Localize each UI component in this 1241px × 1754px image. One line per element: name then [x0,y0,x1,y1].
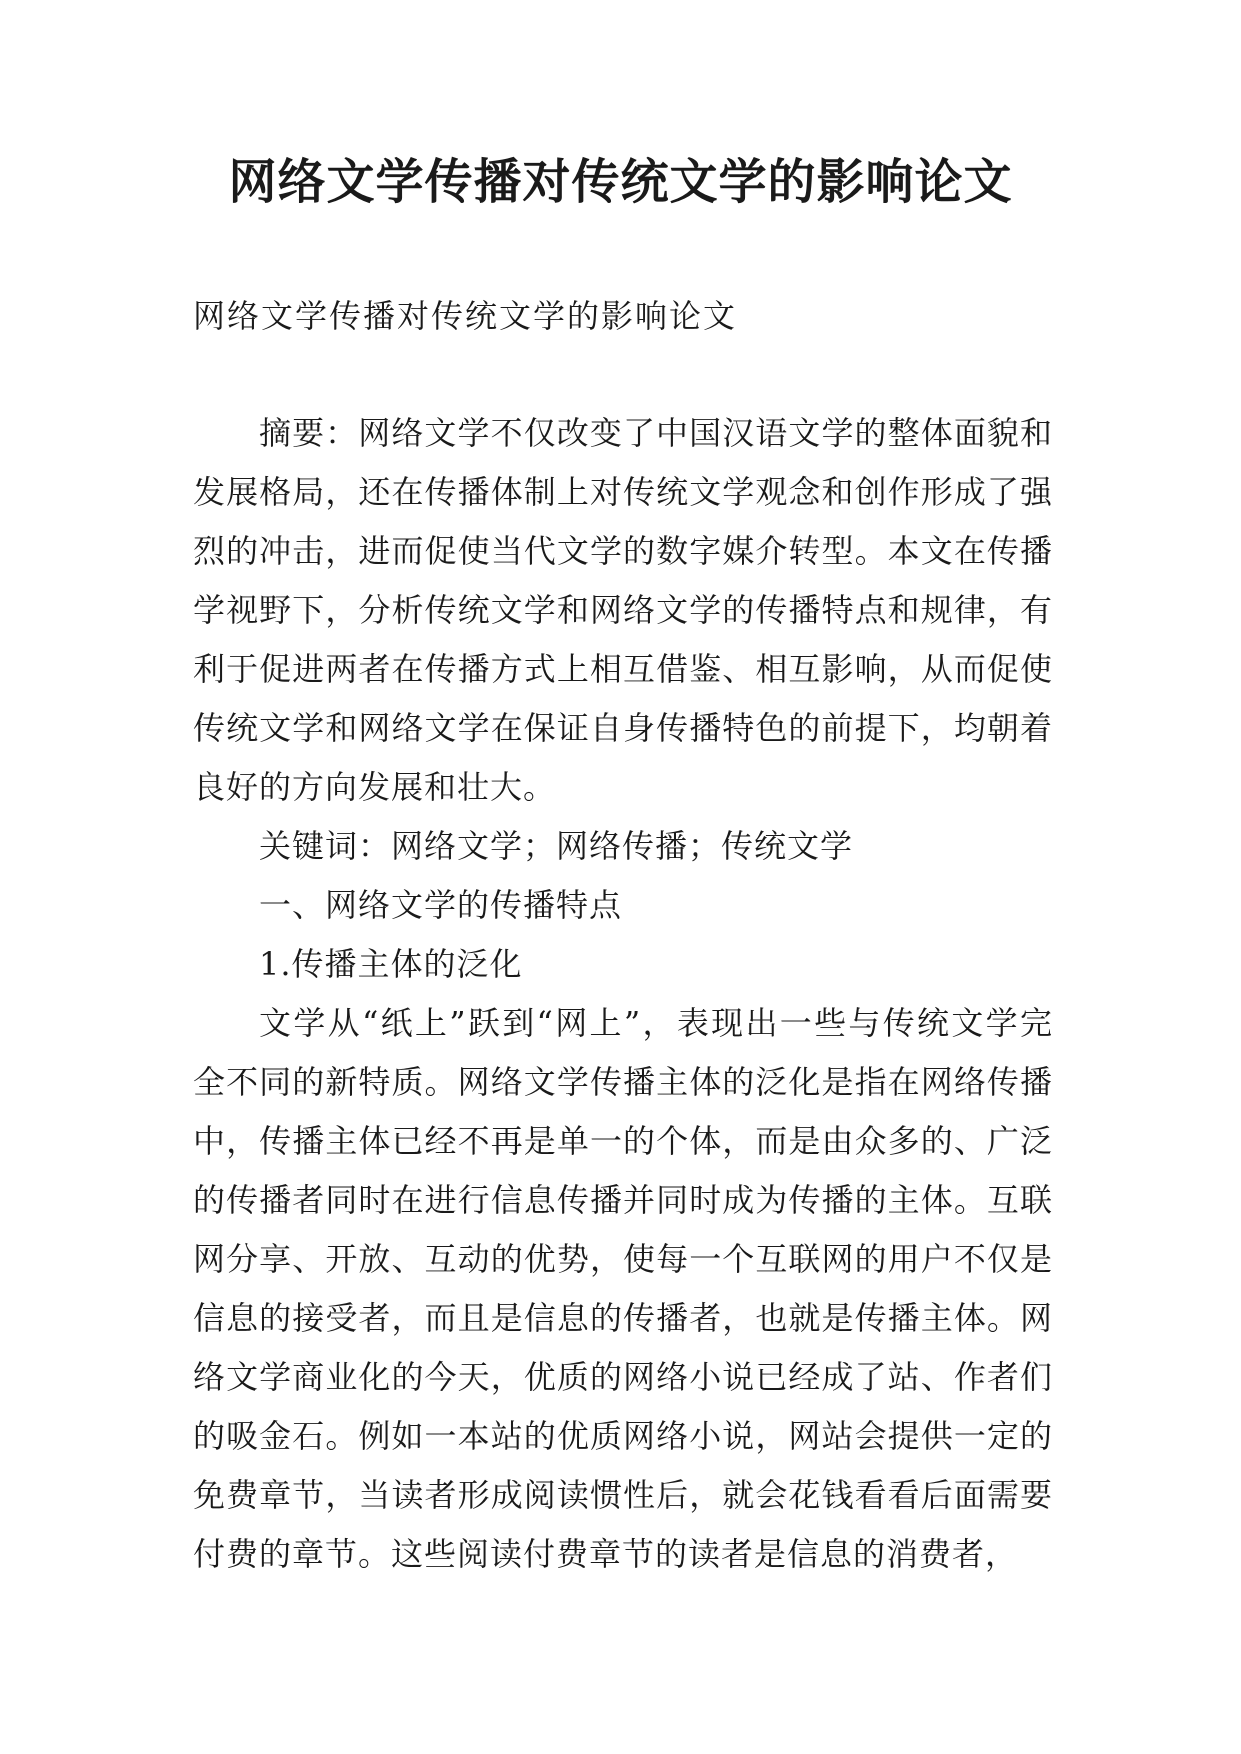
document-body [193,404,1053,1584]
document-title: 网络文学传播对传统文学的影响论文 [228,154,1013,210]
subsection-heading: 1.传播主体的泛化 [259,945,523,983]
keywords-paragraph: 关键词：网络文学；网络传播；传统文学 [259,827,854,865]
section-heading: 一、网络文学的传播特点 [259,886,623,924]
body-paragraph: 文学从“纸上”跃到“网上”，表现出一些与传统文学完全不同的新特质。网络文学传播主体的泛化是指在网络传播中，传播主体已经不再是单一的个体，而是由众多的、广泛的传播者同时在进行信息传播并同时成为传播的主体。互联网分享、开放、互动的优势，使每一个互联网的用户不仅是信息的接受者，而且是信息的传播者，也就是传播主体。网络文学商业化的今天，优质的网络小说已经成了站、作者们的吸金石。例如一本站的优质网络小说，网站会提供一定的免费章节，当读者形成阅读惯性后，就会花钱看看后面需要付费的章节。这些阅读付费章节的读者是信息的消费者， [193,1004,1053,1573]
abstract-paragraph: 摘要：网络文学不仅改变了中国汉语文学的整体面貌和发展格局，还在传播体制上对传统文学观念和创作形成了强烈的冲击，进而促使当代文学的数字媒介转型。本文在传播学视野下，分析传统文学和网络文学的传播特点和规律，有利于促进两者在传播方式上相互借鉴、相互影响，从而促使传统文学和网络文学在保证自身传播特色的前提下，均朝着良好的方向发展和壮大。 [193,414,1053,806]
document-subtitle: 网络文学传播对传统文学的影响论文 [193,297,738,335]
